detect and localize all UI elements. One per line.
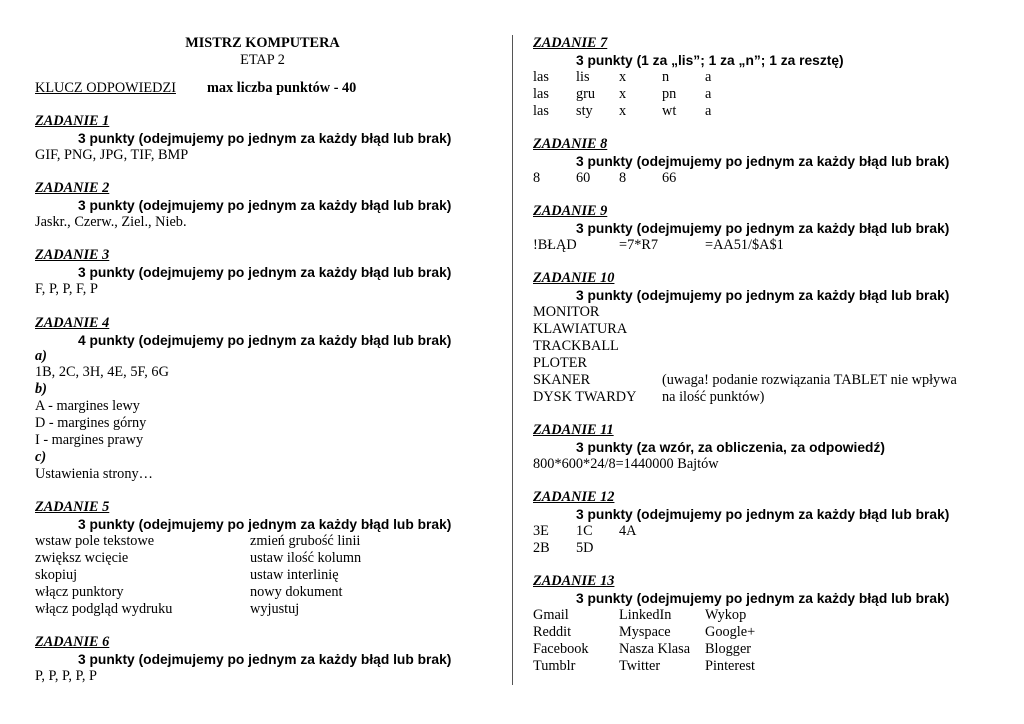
task-6-answer: P, P, P, P, P — [35, 668, 98, 684]
task-12-cell: 5D — [576, 540, 594, 556]
task-7-points: 3 punkty (1 za „lis”; 1 za „n”; 1 za resztę) — [576, 53, 844, 68]
task-13-cell: Wykop — [705, 607, 747, 623]
task-7-cell: las — [533, 69, 549, 85]
task-5-cell: skopiuj — [35, 567, 78, 583]
task-7-cell: sty — [576, 103, 593, 119]
task-4-b-line: A - margines lewy — [35, 398, 140, 414]
task-13-cell: Gmail — [533, 607, 569, 623]
task-6-points: 3 punkty (odejmujemy po jednym za każdy błąd lub brak) — [78, 652, 452, 667]
task-5-cell: włącz podgląd wydruku — [35, 601, 173, 617]
task-10-item: SKANER — [533, 372, 591, 388]
task-8-title: ZADANIE 8 — [533, 136, 608, 152]
task-7-cell: pn — [662, 86, 677, 102]
task-7-cell: n — [662, 69, 670, 85]
task-10-item: TRACKBALL — [533, 338, 619, 354]
task-4-c-label: c) — [35, 449, 47, 465]
column-divider — [512, 35, 513, 685]
task-10-item: MONITOR — [533, 304, 600, 320]
doc-title: MISTRZ KOMPUTERA — [185, 35, 340, 51]
task-13-cell: Twitter — [619, 658, 661, 674]
task-7-cell: a — [705, 86, 712, 102]
task-10-points: 3 punkty (odejmujemy po jednym za każdy błąd lub brak) — [576, 288, 950, 303]
task-1-title: ZADANIE 1 — [35, 113, 110, 129]
task-7-cell: a — [705, 103, 712, 119]
task-7-cell: las — [533, 86, 549, 102]
task-10-note: na ilość punktów) — [662, 389, 765, 405]
task-11-points: 3 punkty (za wzór, za obliczenia, za odpowiedź) — [576, 440, 885, 455]
task-8-cell: 8 — [619, 170, 627, 186]
task-13-cell: Myspace — [619, 624, 671, 640]
task-10-title: ZADANIE 10 — [533, 270, 615, 286]
task-5-cell: ustaw interlinię — [250, 567, 339, 583]
task-7-cell: x — [619, 103, 627, 119]
task-4-points: 4 punkty (odejmujemy po jednym za każdy błąd lub brak) — [78, 333, 452, 348]
task-5-cell: włącz punktory — [35, 584, 124, 600]
task-12-title: ZADANIE 12 — [533, 489, 615, 505]
doc-subtitle: ETAP 2 — [240, 52, 285, 68]
task-11-title: ZADANIE 11 — [533, 422, 614, 438]
task-7-cell: lis — [576, 69, 590, 85]
task-13-cell: Blogger — [705, 641, 752, 657]
task-9-cell: =7*R7 — [619, 237, 659, 253]
task-7-cell: wt — [662, 103, 677, 119]
task-6-title: ZADANIE 6 — [35, 634, 110, 650]
task-7-cell: x — [619, 86, 627, 102]
task-3-points: 3 punkty (odejmujemy po jednym za każdy błąd lub brak) — [78, 265, 452, 280]
task-5-cell: ustaw ilość kolumn — [250, 550, 362, 566]
task-7-cell: a — [705, 69, 712, 85]
task-10-item: KLAWIATURA — [533, 321, 628, 337]
task-11-answer: 800*600*24/8=1440000 Bajtów — [533, 456, 719, 472]
task-13-cell: Tumblr — [533, 658, 576, 674]
task-7-cell: las — [533, 103, 549, 119]
task-12-cell: 1C — [576, 523, 593, 539]
task-12-cell: 4A — [619, 523, 637, 539]
task-4-a-label: a) — [35, 348, 47, 364]
task-4-b-label: b) — [35, 381, 47, 397]
task-5-points: 3 punkty (odejmujemy po jednym za każdy błąd lub brak) — [78, 517, 452, 532]
task-12-cell: 2B — [533, 540, 550, 556]
task-4-b-line: I - margines prawy — [35, 432, 144, 448]
task-13-cell: Pinterest — [705, 658, 756, 674]
task-8-points: 3 punkty (odejmujemy po jednym za każdy błąd lub brak) — [576, 154, 950, 169]
task-3-title: ZADANIE 3 — [35, 247, 110, 263]
task-13-points: 3 punkty (odejmujemy po jednym za każdy błąd lub brak) — [576, 591, 950, 606]
task-9-title: ZADANIE 9 — [533, 203, 608, 219]
task-10-item: PLOTER — [533, 355, 588, 371]
task-4-b-line: D - margines górny — [35, 415, 147, 431]
task-9-cell: =AA51/$A$1 — [705, 237, 784, 253]
task-9-points: 3 punkty (odejmujemy po jednym za każdy błąd lub brak) — [576, 221, 950, 236]
task-12-cell: 3E — [533, 523, 549, 539]
task-8-cell: 60 — [576, 170, 591, 186]
task-7-title: ZADANIE 7 — [533, 35, 608, 51]
task-10-item: DYSK TWARDY — [533, 389, 637, 405]
task-4-title: ZADANIE 4 — [35, 315, 110, 331]
task-10-note: (uwaga! podanie rozwiązania TABLET nie wpływa — [662, 372, 957, 388]
task-2-points: 3 punkty (odejmujemy po jednym za każdy błąd lub brak) — [78, 198, 452, 213]
task-7-cell: x — [619, 69, 627, 85]
answer-key-label: KLUCZ ODPOWIEDZI — [35, 80, 176, 96]
task-13-cell: Reddit — [533, 624, 572, 640]
task-1-answer: GIF, PNG, JPG, TIF, BMP — [35, 147, 189, 163]
task-13-cell: Nasza Klasa — [619, 641, 691, 657]
task-3-answer: F, P, P, F, P — [35, 281, 98, 297]
task-13-cell: Facebook — [533, 641, 589, 657]
task-12-points: 3 punkty (odejmujemy po jednym za każdy błąd lub brak) — [576, 507, 950, 522]
task-5-cell: nowy dokument — [250, 584, 343, 600]
task-4-c-answer: Ustawienia strony… — [35, 466, 153, 482]
task-13-title: ZADANIE 13 — [533, 573, 615, 589]
task-13-cell: Google+ — [705, 624, 756, 640]
task-7-cell: gru — [576, 86, 596, 102]
task-5-title: ZADANIE 5 — [35, 499, 110, 515]
task-4-a-answer: 1B, 2C, 3H, 4E, 5F, 6G — [35, 364, 169, 380]
task-8-cell: 66 — [662, 170, 677, 186]
max-points: max liczba punktów - 40 — [207, 80, 357, 96]
task-5-cell: zmień grubość linii — [250, 533, 361, 549]
task-2-title: ZADANIE 2 — [35, 180, 110, 196]
task-5-cell: wstaw pole tekstowe — [35, 533, 155, 549]
task-2-answer: Jaskr., Czerw., Ziel., Nieb. — [35, 214, 187, 230]
task-5-cell: wyjustuj — [250, 601, 300, 617]
task-5-cell: zwiększ wcięcie — [35, 550, 129, 566]
task-9-cell: !BŁĄD — [533, 237, 577, 253]
task-1-points: 3 punkty (odejmujemy po jednym za każdy błąd lub brak) — [78, 131, 452, 146]
task-8-cell: 8 — [533, 170, 541, 186]
task-13-cell: LinkedIn — [619, 607, 672, 623]
